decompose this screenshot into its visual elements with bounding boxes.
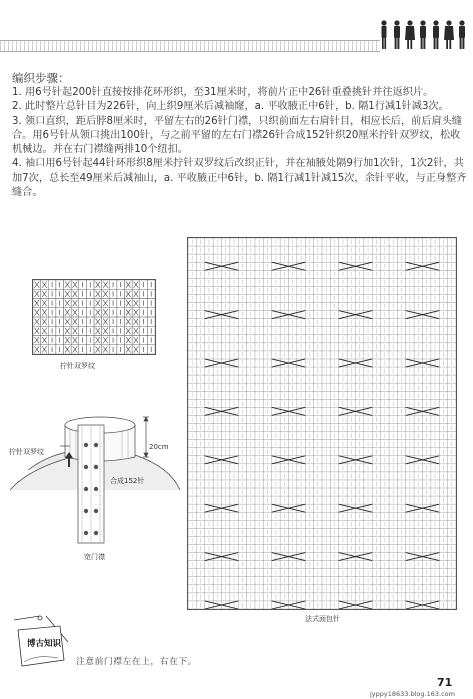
step-4: 4. 袖口用6号针起44针环形织8厘米拧针双罗纹后改织正针，并在袖腋处隔9行加1次针，1次2针，共加7次，总长至49厘米后减袖山，a. 平收腋正中6针，b. 隔1行减1针减15次，余针平收，与正身整齐缝合。 <box>12 158 467 199</box>
french-bread-grid <box>188 238 456 609</box>
twisted-rib-label: 拧针双罗纹 <box>60 362 95 370</box>
people-silhouettes-icon <box>378 18 470 50</box>
collar-illustration <box>10 395 180 555</box>
footer-url: jyppy18633.blog.163.com <box>370 690 455 698</box>
twisted-rib-grid <box>33 280 155 354</box>
step-2: 2. 此时整片总针目为226针，向上织9厘米后减袖窿，a. 平收腋正中6针，b. 隔1行减1针减3次。 <box>12 101 449 113</box>
instructions-heading: 编织步骤： <box>12 71 70 85</box>
collar-rib-label: 拧针双罗纹 <box>9 448 44 456</box>
placket-label: 宽门襟 <box>84 553 105 561</box>
french-bread-stitch-chart <box>187 237 457 610</box>
twisted-rib-chart <box>32 279 156 355</box>
instruction-steps <box>12 86 467 200</box>
tip-badge-icon <box>10 614 72 670</box>
french-bread-label: 法式面包针 <box>305 615 340 623</box>
header-rule <box>0 40 380 52</box>
collar-total-stitches-label: 合成152针 <box>110 477 145 485</box>
step-1: 1. 用6号针起200针直接按排花环形织，至31厘米时，将前片正中26针重叠挑针并往返织片。 <box>12 87 434 98</box>
tip-text: 注意前门襟左在上，右在下。 <box>76 657 197 667</box>
tip-badge-text: 博古知识 <box>27 639 62 649</box>
step-3: 3. 领口直织，距后脖8厘米时，平留左右的26针门襟，只织前面左右肩针目，相应长后，前后肩头缝合。用6号针从领口挑出100针，与之前平留的左右门襟26针合成152针织20厘米拧针双罗纹，松收机械边。并在右门襟缝两排10个纽扣。 <box>12 115 463 156</box>
collar-height-label: 20cm <box>149 443 169 451</box>
page-number: 71 <box>437 676 453 689</box>
